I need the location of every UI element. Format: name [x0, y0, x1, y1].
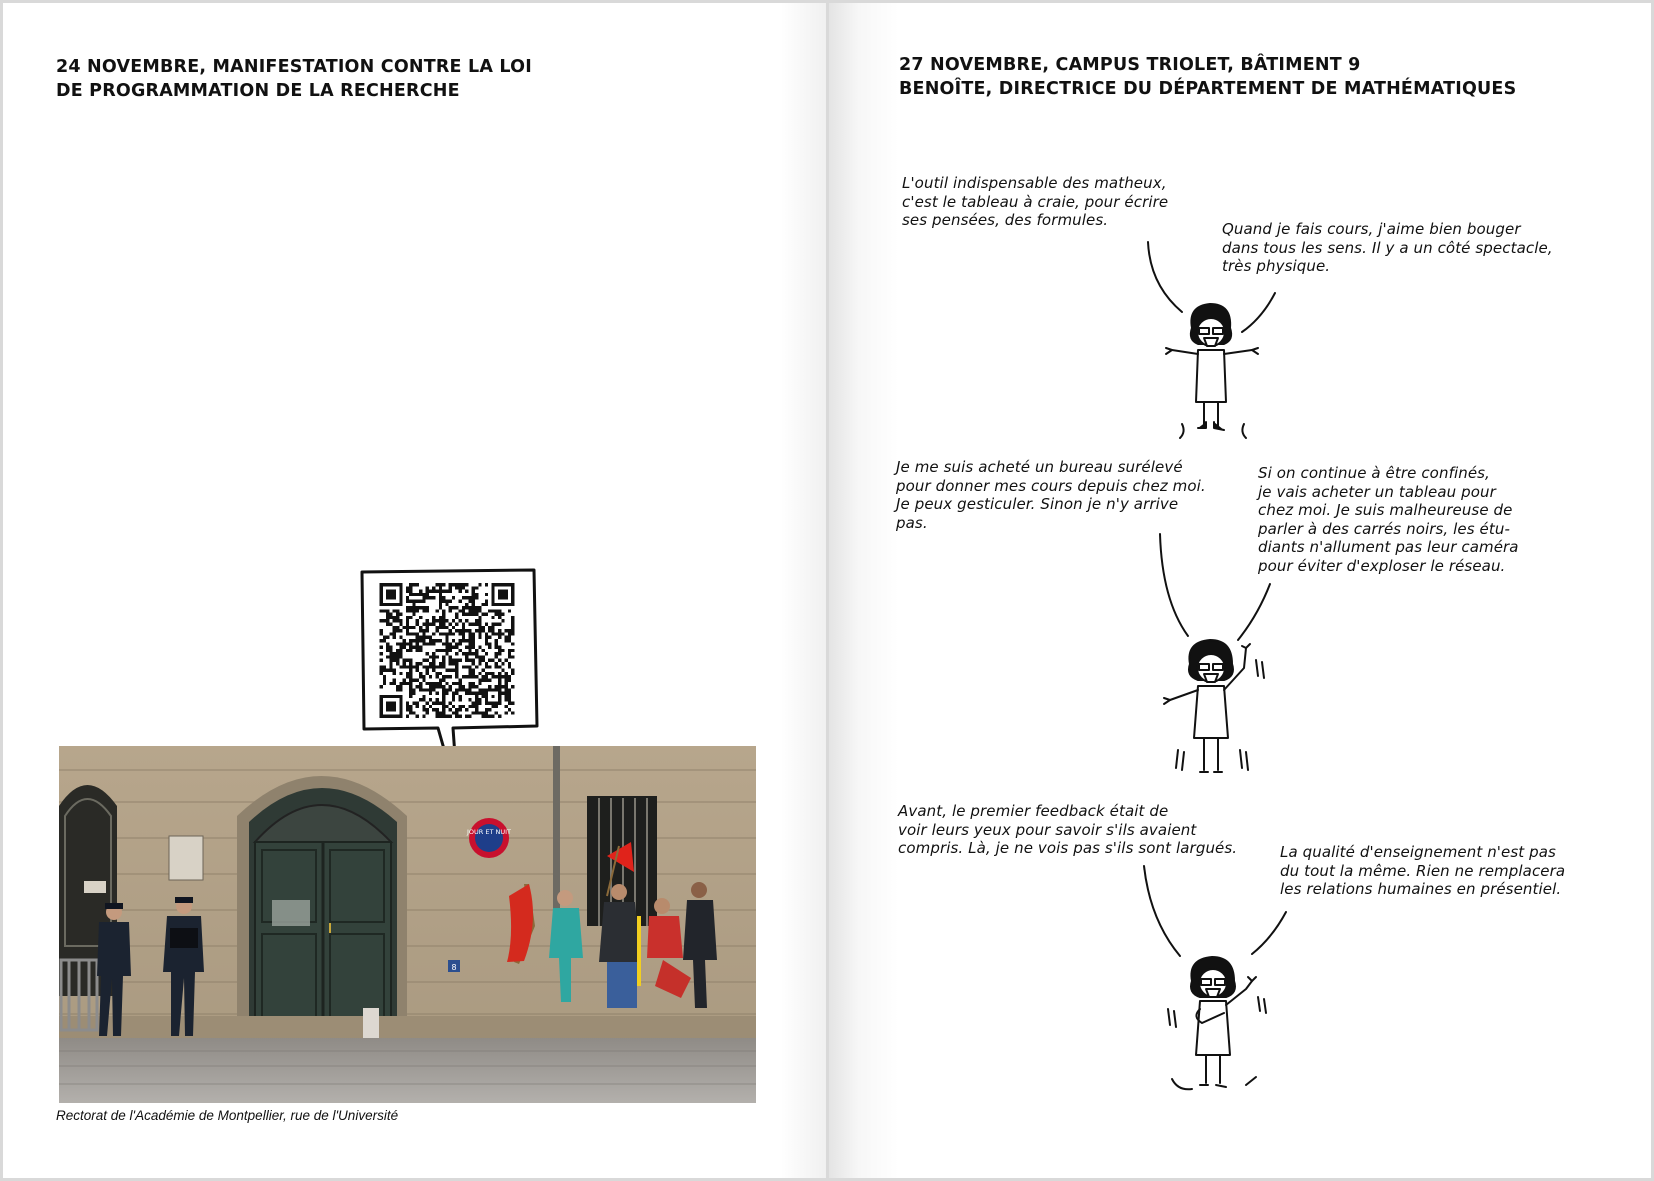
speech-text-panel2-left: Je me suis acheté un bureau surélevé pour donner mes cours depuis chez moi. Je peux gesticuler. Sinon je n'y arrive pas. [896, 458, 1206, 532]
heading-line: DE PROGRAMMATION DE LA RECHERCHE [56, 81, 460, 101]
heading-line: 27 NOVEMBRE, CAMPUS TRIOLET, BÂTIMENT 9 [899, 55, 1361, 75]
speech-pointer-panel3-right [1252, 912, 1286, 954]
speech-text-panel1-right: Quand je fais cours, j'aime bien bouger dans tous les sens. Il y a un côté spectacle, très physique. [1222, 220, 1553, 275]
speech-text-panel1-left: L'outil indispensable des matheux, c'est le tableau à craie, pour écrire ses pensées, des formules. [902, 174, 1169, 229]
speech-text-panel2-right: Si on continue à être confinés, je vais acheter un tableau pour chez moi. Je suis malheureuse de parler à des carrés noirs, les étu- diants n'allument pas leur caméra pour éviter d'exploser le réseau. [1258, 464, 1519, 575]
speech-text-panel3-right: La qualité d'enseignement n'est pas du tout la même. Rien ne remplacera les relations humaines en présentiel. [1280, 843, 1566, 898]
speech-text-panel3-left: Avant, le premier feedback était de voir leurs yeux pour savoir s'ils avaient compris. Là, je ne vois pas s'ils sont largués. [898, 802, 1238, 857]
street-number: 8 [451, 963, 457, 972]
benoite-figure-2 [1152, 640, 1274, 790]
speech-pointer-panel2-left [1160, 534, 1188, 636]
no-parking-sign-text: JOUR ET NUIT [466, 828, 512, 836]
speech-pointer-panel3-left [1144, 866, 1180, 956]
speech-pointer-panel2-right [1238, 584, 1270, 640]
photo-caption: Rectorat de l'Académie de Montpellier, rue de l'Université [56, 1108, 399, 1123]
heading-line: BENOÎTE, DIRECTRICE DU DÉPARTEMENT DE MATHÉMATIQUES [899, 79, 1517, 99]
benoite-figure-1 [1152, 300, 1274, 445]
benoite-figure-3 [1162, 955, 1292, 1105]
heading-line: 24 NOVEMBRE, MANIFESTATION CONTRE LA LOI [56, 57, 532, 77]
